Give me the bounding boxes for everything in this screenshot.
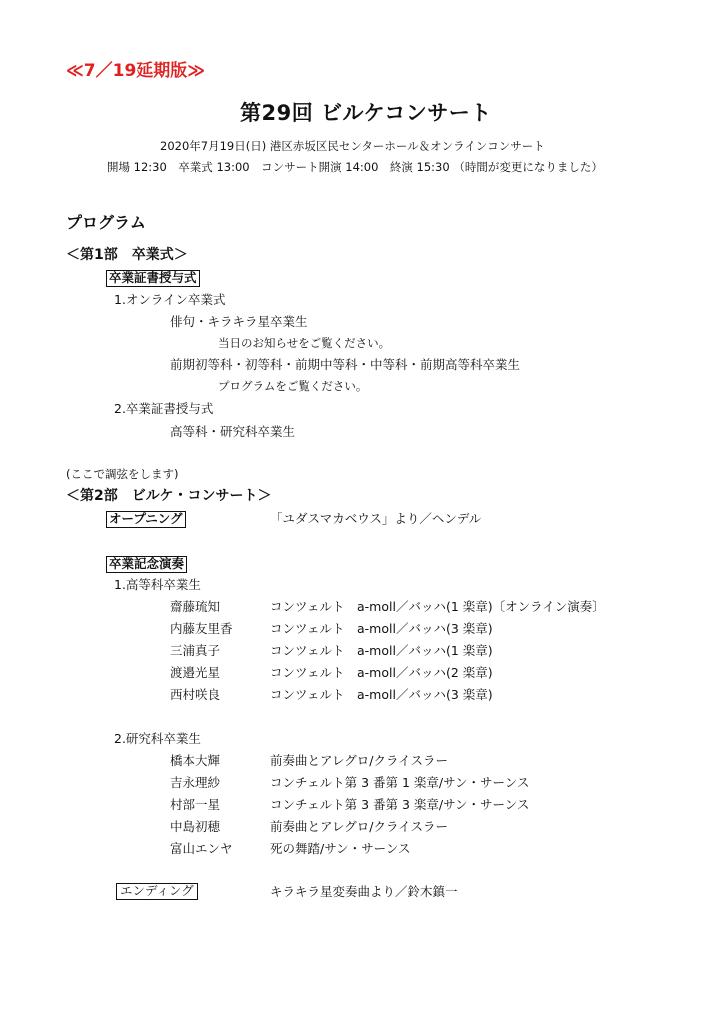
part2-heading: ＜第2部 ビルケ・コンサート＞: [66, 488, 272, 504]
part1-heading: ＜第1部 卒業式＞: [66, 247, 188, 263]
opening-label: オープニング: [106, 511, 186, 528]
performer-piece: コンツェルト a-moll／バッハ(1 楽章)〔オンライン演奏〕: [270, 599, 605, 614]
performer-name: 中島初穂: [170, 819, 221, 834]
part1-item1-note2: プログラムをご覧ください。: [218, 379, 368, 393]
performer-piece: 前奏曲とアレグロ/クライスラー: [270, 753, 448, 768]
performer-name: 三浦真子: [170, 643, 221, 658]
part1-item2-sub: 高等科・研究科卒業生: [170, 424, 296, 439]
part1-item1-sub1: 俳句・キラキラ星卒業生: [170, 314, 308, 329]
performer-name: 吉永理紗: [170, 775, 221, 790]
performer-piece: 死の舞踏/サン・サーンス: [270, 841, 411, 856]
performer-name: 西村咲良: [170, 687, 221, 702]
page-title: 第29回 ビルケコンサート: [240, 101, 492, 125]
performer-piece: コンチェルト第 3 番第 1 楽章/サン・サーンス: [270, 775, 530, 790]
performer-name: 内藤友里香: [170, 621, 233, 636]
performer-name: 齋藤琉知: [170, 599, 221, 614]
opening-piece: 「ユダスマカベウス」より／ヘンデル: [270, 511, 482, 526]
performer-piece: コンツェルト a-moll／バッハ(2 楽章): [270, 665, 493, 680]
performer-piece: 前奏曲とアレグロ/クライスラー: [270, 819, 448, 834]
ending-piece: キラキラ星変奏曲より／鈴木鎮一: [270, 884, 458, 899]
part1-item1: 1.オンライン卒業式: [114, 292, 226, 307]
performer-name: 渡邉光星: [170, 665, 221, 680]
performer-name: 村部一星: [170, 797, 221, 812]
performer-piece: コンチェルト第 3 番第 3 楽章/サン・サーンス: [270, 797, 530, 812]
performer-piece: コンツェルト a-moll／バッハ(1 楽章): [270, 643, 493, 658]
performer-piece: コンツェルト a-moll／バッハ(3 楽章): [270, 687, 493, 702]
part1-item1-note1: 当日のお知らせをご覧ください。: [218, 336, 391, 350]
schedule: 開場 12:30 卒業式 13:00 コンサート開演 14:00 終演 15:30 （時間が変更になりました）: [107, 160, 603, 174]
part1-subheading: 卒業証書授与式: [106, 270, 200, 287]
group2-label: 2.研究科卒業生: [114, 731, 201, 746]
part1-item1-sub2: 前期初等科・初等科・前期中等科・中等科・前期高等科卒業生: [170, 357, 521, 372]
date-venue: 2020年7月19日(日) 港区赤坂区民センターホール＆オンラインコンサート: [160, 139, 545, 153]
commemorative-label: 卒業記念演奏: [106, 556, 187, 573]
ending-label: エンディング: [116, 883, 198, 900]
program-heading: プログラム: [66, 213, 146, 232]
performer-name: 橋本大輝: [170, 753, 221, 768]
group1-label: 1.高等科卒業生: [114, 577, 201, 592]
revision-banner: ≪7／19延期版≫: [66, 61, 206, 81]
tuning-note: (ここで調弦をします): [66, 467, 179, 481]
performer-piece: コンツェルト a-moll／バッハ(3 楽章): [270, 621, 493, 636]
part1-item2: 2.卒業証書授与式: [114, 401, 214, 416]
performer-name: 富山エンヤ: [170, 841, 233, 856]
